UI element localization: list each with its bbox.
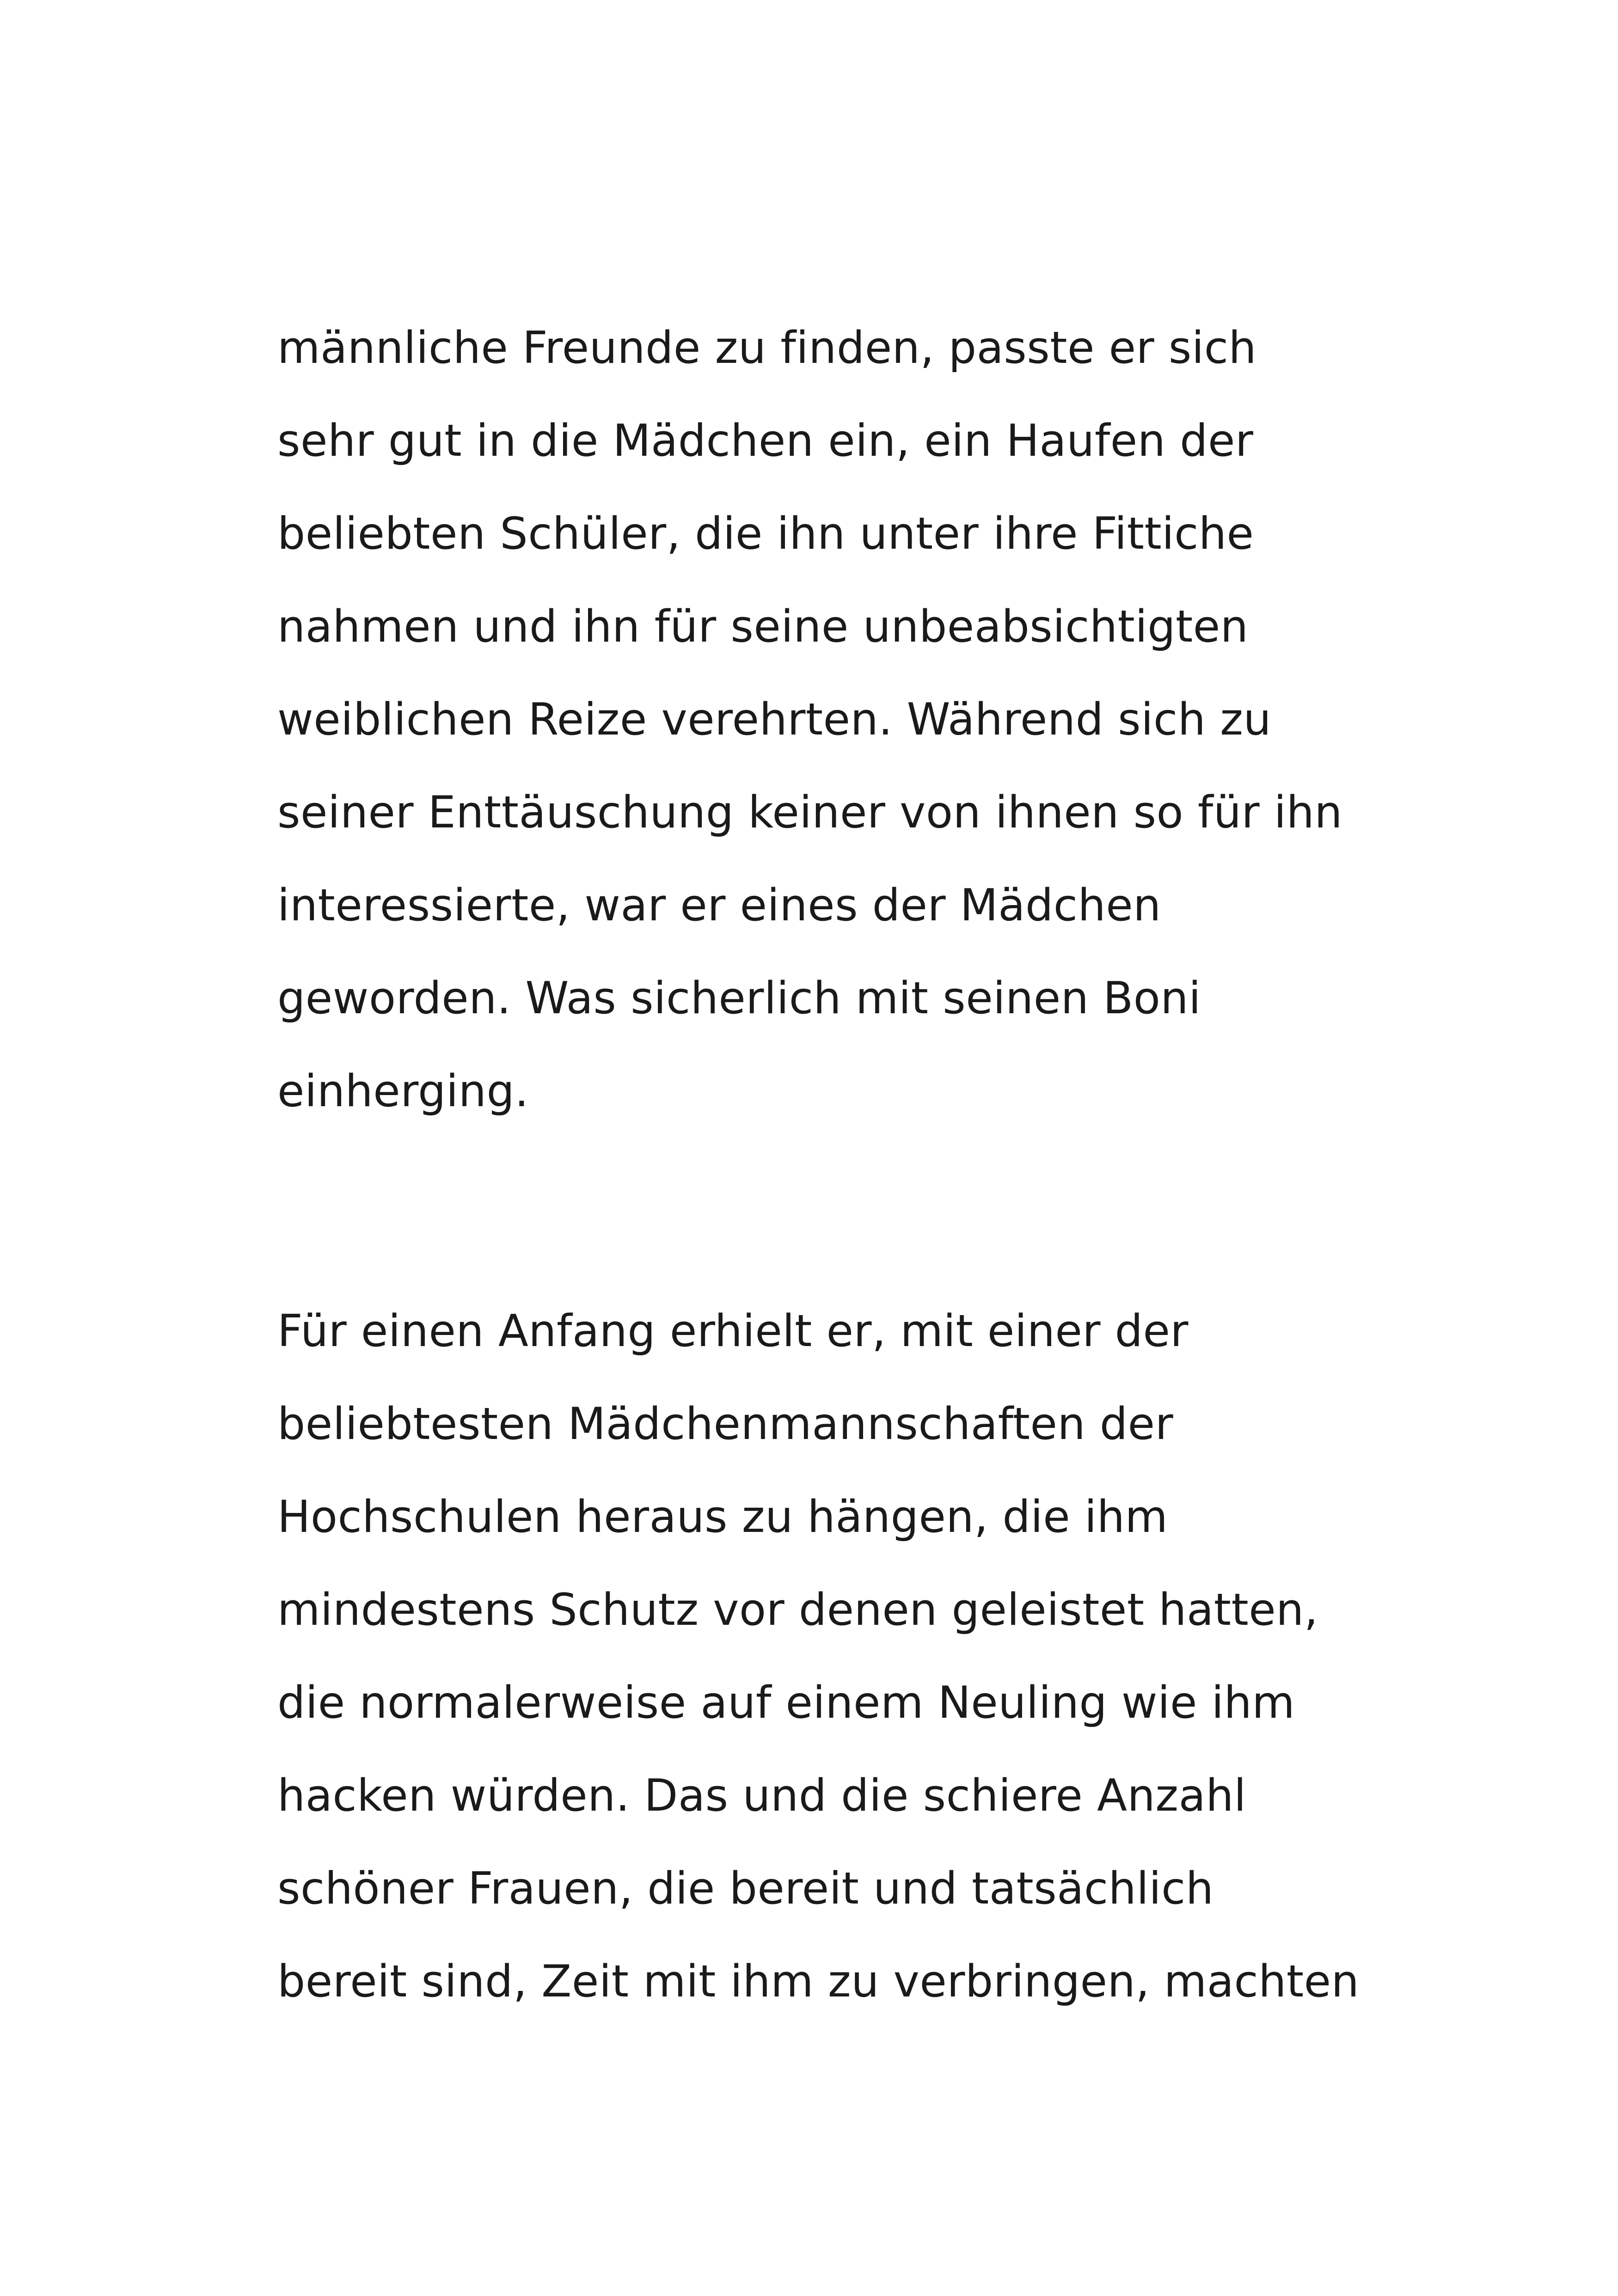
text-line: seiner Enttäuschung keiner von ihnen so für ihn xyxy=(277,787,1343,838)
text-line: geworden. Was sicherlich mit seinen Boni xyxy=(277,973,1201,1024)
text-line: einherging. xyxy=(277,1066,529,1117)
paragraph-2 xyxy=(277,1285,1479,2028)
text-line: männliche Freunde zu finden, passte er sich xyxy=(277,323,1257,373)
text-line: Hochschulen heraus zu hängen, die ihm xyxy=(277,1492,1168,1543)
text-line: bereit sind, Zeit mit ihm zu verbringen, machten xyxy=(277,1956,1360,2007)
text-line: Für einen Anfang erhielt er, mit einer der xyxy=(277,1306,1189,1357)
text-line: sehr gut in die Mädchen ein, ein Haufen der xyxy=(277,416,1254,466)
text-line: mindestens Schutz vor denen geleistet hatten, xyxy=(277,1585,1318,1635)
text-line: hacken würden. Das und die schiere Anzahl xyxy=(277,1770,1246,1821)
text-line: beliebtesten Mädchenmannschaften der xyxy=(277,1399,1174,1450)
paragraph-1 xyxy=(277,302,1479,1138)
text-line: die normalerweise auf einem Neuling wie ihm xyxy=(277,1678,1295,1728)
text-line: nahmen und ihn für seine unbeabsichtigten xyxy=(277,601,1249,652)
text-line: schöner Frauen, die bereit und tatsächlich xyxy=(277,1863,1214,1914)
text-line: interessierte, war er eines der Mädchen xyxy=(277,880,1161,931)
text-line: beliebten Schüler, die ihn unter ihre Fittiche xyxy=(277,508,1254,559)
text-line: weiblichen Reize verehrten. Während sich zu xyxy=(277,694,1272,745)
